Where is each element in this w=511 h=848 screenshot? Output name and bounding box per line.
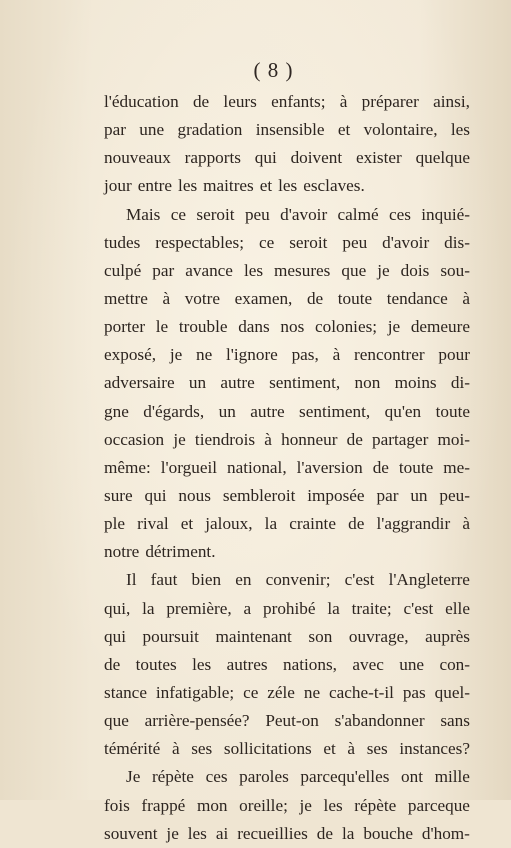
text-line: nouveaux rapports qui doivent exister quelque [104,148,470,168]
body-text [104,88,470,848]
text-line: porter le trouble dans nos colonies; je demeure [104,317,470,337]
text-line: notre détriment. [104,542,216,562]
text-line: culpé par avance les mesures que je dois sou- [104,260,470,280]
text-line: que arrière-pensée? Peut-on s'abandonner sans [104,711,470,731]
text-line: jour entre les maitres et les esclaves. [104,176,365,196]
text-line: sure qui nous sembleroit imposée par un peu- [104,485,470,505]
text-line: qui, la première, a prohibé la traite; c'est elle [104,598,470,618]
text-line: stance infatigable; ce zéle ne cache-t-il pas quel- [104,682,470,702]
text-line: occasion je tiendrois à honneur de partager moi- [104,429,470,449]
text-line: témérité à ses sollicitations et à ses instances? [104,739,470,759]
text-line: gne d'égards, un autre sentiment, qu'en toute [104,401,470,421]
text-line: exposé, je ne l'ignore pas, à rencontrer pour [104,345,470,365]
text-line: par une gradation insensible et volontaire, les [104,120,470,140]
text-line: qui poursuit maintenant son ouvrage, auprès [104,626,470,646]
text-line: tudes respectables; ce seroit peu d'avoir dis- [104,232,470,252]
text-line: mettre à votre examen, de toute tendance à [104,288,470,308]
page-number: ( 8 ) [253,58,294,82]
text-line: adversaire un autre sentiment, non moins di- [104,373,470,393]
text-line: même: l'orgueil national, l'aversion de toute me- [104,457,470,477]
text-line: ple rival et jaloux, la crainte de l'aggrandir à [104,514,470,534]
text-line: Mais ce seroit peu d'avoir calmé ces inquié- [126,204,470,224]
text-line: souvent je les ai recueillies de la bouche d'hom- [104,823,470,843]
text-line: de toutes les autres nations, avec une con- [104,654,470,674]
text-line: Il faut bien en convenir; c'est l'Angleterre [126,570,470,590]
text-line: fois frappé mon oreille; je les répète parceque [104,795,470,815]
text-line: Je répète ces paroles parcequ'elles ont mille [126,767,470,787]
text-line: l'éducation de leurs enfants; à préparer ainsi, [104,92,470,111]
